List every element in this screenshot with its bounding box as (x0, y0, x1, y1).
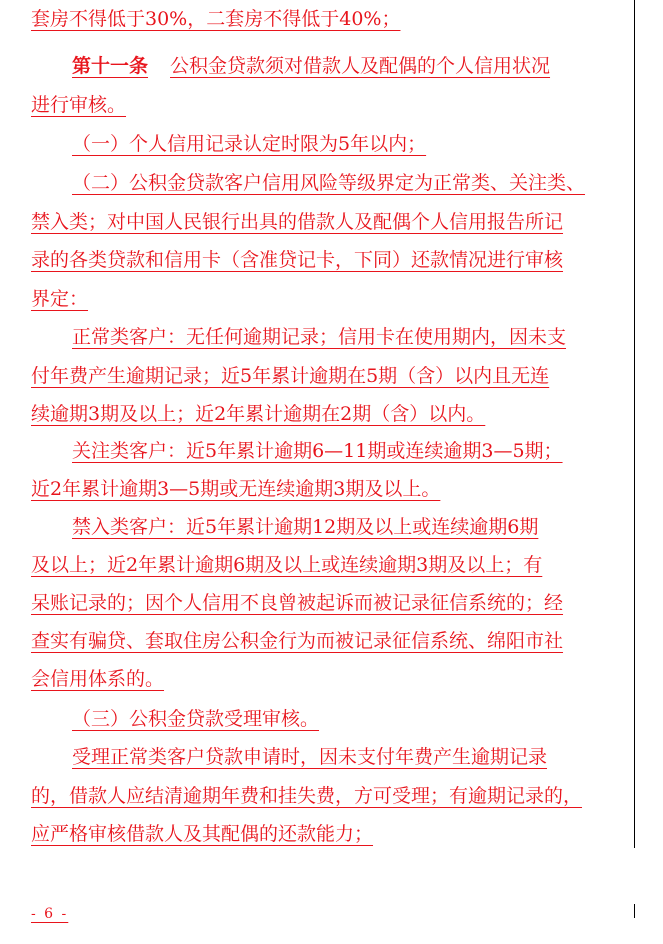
text-line: 禁入类；对中国人民银行出具的借款人及配偶个人信用报告所记 (31, 211, 564, 233)
text-line: 呆账记录的；因个人信用不良曾被起诉而被记录征信系统的；经 (31, 592, 564, 614)
text-line: 受理正常类客户贷款申请时，因未支付年费产生逾期记录 (72, 746, 548, 768)
text-line: 会信用体系的。 (31, 668, 165, 690)
text-line: 公积金贷款须对借款人及配偶的个人信用状况 (170, 55, 551, 77)
text-line: 进行审核。 (31, 94, 127, 116)
text-line: 近2年累计逾期3—5期或无连续逾期3期及以上。 (31, 478, 441, 500)
article-heading-line (72, 51, 550, 81)
text-line: 续逾期3期及以上；近2年累计逾期在2期（含）以内。 (31, 403, 486, 425)
text-line: 录的各类贷款和信用卡（含准贷记卡，下同）还款情况进行审核 (31, 249, 564, 271)
text-line: 及以上；近2年累计逾期6期及以上或连续逾期3期及以上；有 (31, 554, 543, 576)
text-line: 界定： (31, 288, 89, 310)
text-line: 的，借款人应结清逾期年费和挂失费，方可受理；有逾期记录的， (31, 785, 583, 807)
page-edge-mark (634, 904, 635, 918)
text-line: 禁入类客户：近5年累计逾期12期及以上或连续逾期6期 (72, 516, 539, 538)
page-edge-rule (634, 0, 635, 848)
text-line: （一）个人信用记录认定时限为5年以内； (72, 133, 427, 155)
text-line: （二）公积金贷款客户信用风险等级界定为正常类、关注类、 (72, 172, 586, 194)
page-number: - 6 - (31, 906, 69, 922)
text-line: 查实有骗贷、套取住房公积金行为而被记录征信系统、绵阳市社 (31, 630, 564, 652)
text-line: 套房不得低于30%，二套房不得低于40%； (31, 8, 401, 30)
text-line: 关注类客户：近5年累计逾期6—11期或连续逾期3—5期； (72, 440, 563, 462)
text-line: 应严格审核借款人及其配偶的还款能力； (31, 823, 374, 845)
text-line: 付年费产生逾期记录；近5年累计逾期在5期（含）以内且无连 (31, 365, 550, 387)
article-label: 第十一条 (72, 55, 149, 77)
text-line: （三）公积金贷款受理审核。 (72, 708, 320, 730)
text-line: 正常类客户：无任何逾期记录；信用卡在使用期内，因未支 (72, 326, 567, 348)
